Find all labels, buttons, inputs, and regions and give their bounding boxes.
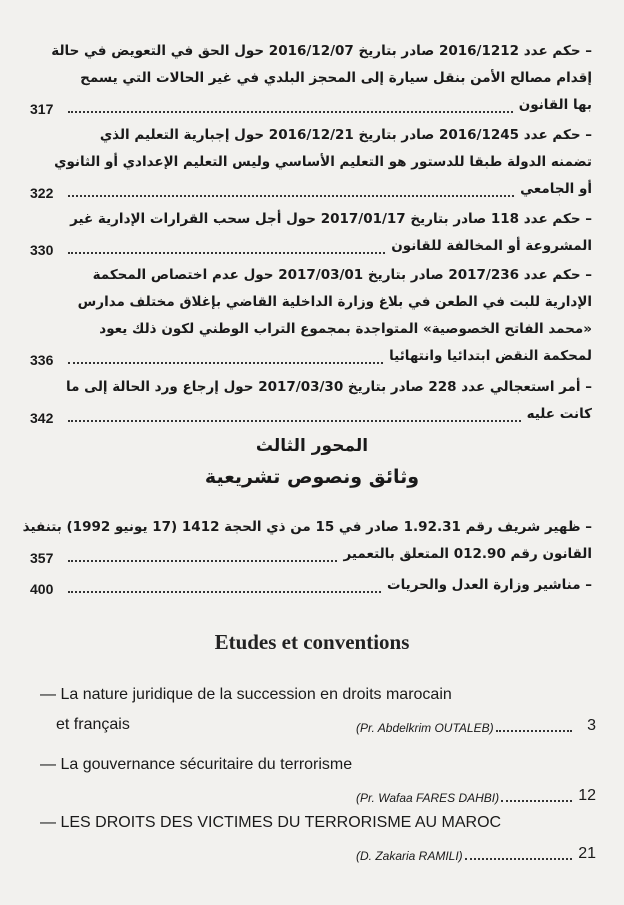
entry-text-line: – حكم عدد 2016/1245 صادر بتاريخ 2016/12/21 حول إجبارية التعليم الذي — [99, 127, 592, 143]
entry-author: (D. Zakaria RAMILI) — [356, 849, 463, 863]
page-number: 12 — [578, 787, 596, 804]
entry-last-line — [30, 176, 592, 203]
entry-last-line — [30, 572, 592, 599]
entry-last-line — [30, 343, 592, 370]
entry-text-line: – مناشير وزارة العدل والحريات — [387, 577, 592, 593]
page-number: 21 — [578, 845, 596, 862]
toc-entry-fr-2 — [40, 750, 596, 810]
page-number: 336 — [30, 352, 54, 368]
entry-text-line: المشروعة أو المخالفة للقانون — [391, 238, 592, 254]
entry-last-line — [40, 780, 596, 810]
toc-entry-330 — [30, 206, 592, 260]
entry-author: (Pr. Wafaa FARES DAHBI) — [356, 791, 500, 805]
page-number: 322 — [30, 185, 54, 201]
entry-text-line: – حكم عدد 2017/236 صادر بتاريخ 2017/03/01 حول عدم اختصاص المحكمة — [92, 267, 592, 283]
toc-entry-fr-3 — [40, 808, 596, 868]
entry-last-line — [30, 92, 592, 119]
entry-text-line: – أمر استعجالي عدد 228 صادر بتاريخ 2017/03/30 حول إرجاع ورد الحالة إلى ما — [66, 379, 592, 395]
page-number: 3 — [587, 717, 596, 734]
page-number: 330 — [30, 242, 54, 258]
toc-entry-fr-1 — [40, 680, 596, 740]
entry-title: — La nature juridique de la succession en droits marocain — [40, 686, 452, 703]
entry-title: — La gouvernance sécuritaire du terrorisme — [40, 756, 353, 773]
toc-entry-336 — [30, 262, 592, 370]
entry-title-continuation: et français — [56, 716, 130, 733]
entry-text-line: – ظهير شريف رقم 1.92.31 صادر في 15 من ذي الحجة 1412 (17 يونيو 1992) بتنفيذ — [22, 519, 592, 535]
dot-leader — [68, 251, 385, 254]
page-number: 357 — [30, 550, 54, 566]
entry-author: (Pr. Abdelkrim OUTALEB) — [356, 721, 494, 735]
french-section-title: Etudes et conventions — [214, 630, 410, 654]
entry-text-line: «محمد الفاتح الخصوصية» المتواجدة بمجموع التراب الوطني لكون ذلك يعود — [99, 321, 592, 337]
entry-text-line: إقدام مصالح الأمن بنقل سيارة إلى المحجز البلدي في غير الحالات التي يسمح — [80, 70, 592, 86]
dot-leader — [501, 799, 572, 802]
entry-last-line — [30, 541, 592, 568]
entry-text-line: – حكم عدد 2016/1212 صادر بتاريخ 2016/12/07 حول الحق في التعويض في حالة — [51, 43, 592, 59]
entry-text-line: تضمنه الدولة طبقا للدستور هو التعليم الأساسي وليس التعليم الإعدادي أو الثانوي — [54, 154, 592, 170]
page-number: 400 — [30, 581, 54, 597]
dot-leader — [68, 194, 514, 197]
dot-leader — [68, 361, 383, 364]
entry-text-line: – حكم عدد 118 صادر بتاريخ 2017/01/17 حول أجل سحب القرارات الإدارية غير — [70, 211, 592, 227]
dot-leader — [496, 729, 572, 732]
entry-text-line: كانت عليه — [526, 406, 592, 422]
toc-entry-357 — [22, 514, 592, 568]
dot-leader — [68, 419, 521, 422]
entry-last-line — [40, 838, 596, 868]
dot-leader — [68, 590, 381, 593]
entry-last-line — [30, 401, 592, 428]
entry-text-line: القانون رقم 012.90 المتعلق بالتعمير — [343, 546, 592, 562]
entry-text-line: بها القانون — [518, 97, 592, 113]
entry-last-line — [40, 710, 596, 740]
section-heading-title: وثائق ونصوص تشريعية — [204, 466, 420, 488]
entry-last-line — [30, 233, 592, 260]
toc-entry-342 — [30, 374, 592, 428]
page-number: 342 — [30, 410, 54, 426]
entry-title: — LES DROITS DES VICTIMES DU TERRORISME AU MAROC — [40, 814, 502, 831]
toc-entry-317 — [30, 38, 592, 119]
dot-leader — [68, 559, 337, 562]
page-number: 317 — [30, 101, 54, 117]
dot-leader — [68, 110, 513, 113]
dot-leader — [465, 857, 572, 860]
toc-entry-322 — [30, 122, 592, 203]
section-heading-axis: المحور الثالث — [255, 436, 369, 456]
entry-text-line: أو الجامعي — [520, 181, 592, 197]
entry-text-line: الإدارية للبت في الطعن في بلاغ وزارة الداخلية القاضي بإغلاق مختلف مدارس — [77, 294, 592, 310]
toc-entry-400 — [30, 572, 592, 599]
entry-text-line: لمحكمة النقض ابتدائيا وانتهائيا — [389, 348, 592, 364]
